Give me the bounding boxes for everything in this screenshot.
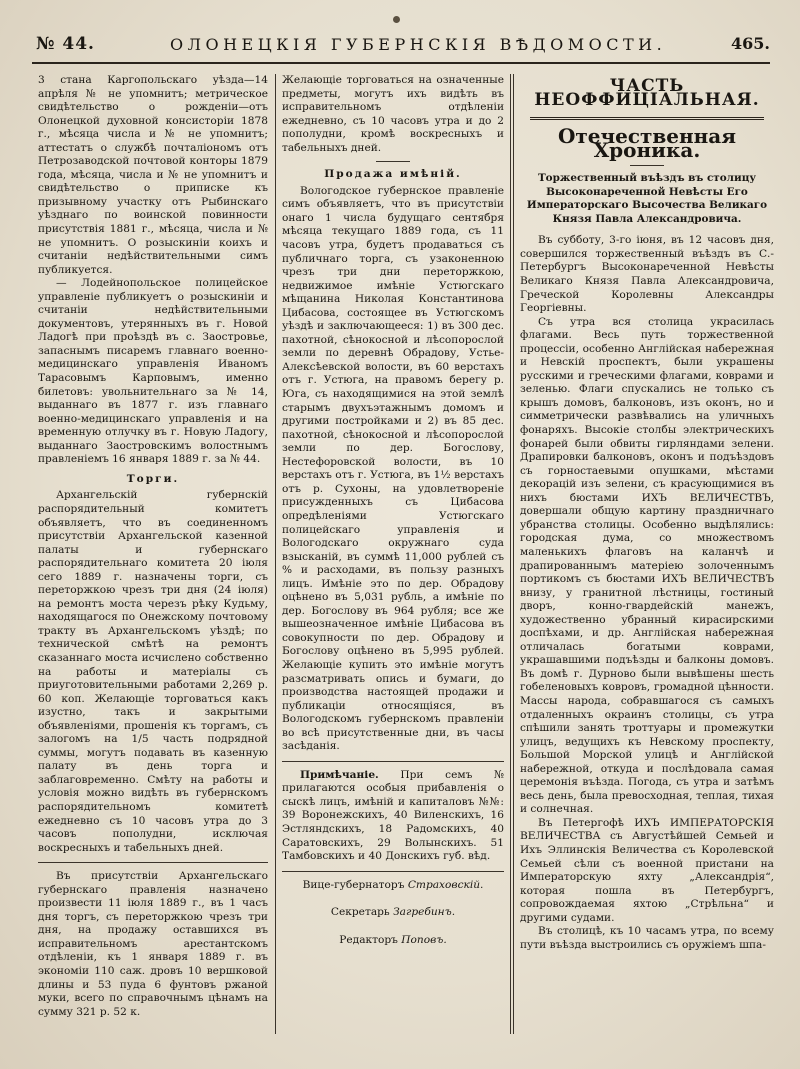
ink-dot [393, 16, 400, 23]
section-heading-sale: Продажа имѣній. [324, 168, 462, 181]
signature-name: Поповъ. [401, 933, 447, 946]
article-paragraph: Въ столицѣ, къ 10 часамъ утра, по всему пути въѣзда выстроились съ оружіемъ шпа- [520, 925, 774, 951]
note-label: Примѣчаніе. [300, 768, 379, 781]
separator [630, 165, 664, 166]
column-divider [510, 74, 511, 1034]
signature-name: Загребинъ. [393, 906, 456, 919]
issue-number: № 44. [36, 34, 95, 54]
separator [282, 871, 504, 872]
column-2 [282, 74, 504, 961]
notice-paragraph: Архангельскій губернскій распорядительный комитетъ объявляетъ, что въ соединенномъ присутствіи Архангельской казенной палаты и губернскаго распорядительнаго комитета 20 іюля сего 1889 г. назначены торги, съ переторжкою чрезъ три дня (24 іюля) на ремонтъ моста черезъ рѣку Кудьму, находящагося по Онежскому почтовому тракту въ Архангельскомъ уѣздѣ; по технической смѣтѣ на ремонтъ сказаннаго моста исчислено собственно на работы и матеріалы съ приуготовительными работами 2,269 р. 60 коп. Желающіе торговаться какъ изустно, такъ и закрытыми объявленіями, прошенія къ торгамъ, съ залогомъ на 1/5 часть подрядной суммы, могутъ подавать въ казенную палату въ день торга и заблаговременно. Смѣту на работы и условія можно видѣть въ губернскомъ распорядительномъ комитетѣ ежедневно съ 10 часовъ утра до 3 часовъ пополудни, исключая воскресныхъ и табельныхъ дней. [38, 489, 268, 854]
separator [38, 862, 268, 863]
separator [282, 761, 504, 762]
article-paragraph: Въ Петергофѣ ИХЪ ИМПЕРАТОРСКІЯ ВЕЛИЧЕСТВА съ Августѣйшей Семьей и Ихъ Эллинскія Величества съ Королевской Семьей сѣли съ военной пристани на Императорскую яхту „Александрія“, которая пошла въ Петербургъ, сопровождаемая яхтою „Стрѣльна“ и другими судами. [520, 816, 774, 924]
note-text: При семъ № прилагаются особыя прибавленія о сыскѣ лицъ, имѣній и капиталовъ №№: 39 Воронежскихъ, 40 Виленскихъ, 16 Эстляндскихъ, 18 Радомскихъ, 40 Саратовскихъ, 29 Волынскихъ. 51 Тамбовскихъ и 40 Донскихъ губ. вѣд. [282, 768, 504, 863]
signature-vice-governor [282, 879, 504, 893]
article-paragraph: Съ утра вся столица украсилась флагами. Весь путь торжественной процессіи, особенно Англійская набережная и Невскій проспектъ, были украшены русскими и греческими флагами, коврами и зеленью. Флаги спускались не только съ крышъ домовъ, балконовъ, изъ оконъ, но и симметрически развѣвались на уличныхъ фонаряхъ. Высокіе столбы электрическихъ фонарей были обвиты гирляндами зелени. Драпировки балконовъ, оконъ и подъѣздовъ съ горностаевыми опушками, мѣстами декорацій изъ зелени, съ красующимися въ нихъ бюстами ИХЪ ВЕЛИЧЕСТВЪ, довершали общую картину праздничнаго убранства столицы. Особенно выдѣлялись: городская дума, со множествомъ маленькихъ флаговъ на каланчѣ и драпированнымъ матеріею золоченнымъ портикомъ съ бюстами ИХЪ ВЕЛИЧЕСТВЪ внизу, у гранитной лѣстницы, гостиный дворъ, конно-гвардейскій манежъ, художественно убранный кирасирскими доспѣхами, и др. Англійская набережная отличалась богатыми коврами, украшавшими подъѣзды и балконы домовъ. Въ домѣ г. Дурново были вывѣшены шесть гобеленовыхъ ковровъ, громадной цѣнности. Массы народа, собравшагося съ самыхъ отдаленныхъ окраинъ столицы, съ утра спѣшили занять троттуары и промежутки улицъ, ведущихъ къ Невскому проспекту, Большой Морской улицѣ и Англійской набережной, откуда и послѣдовала самая церемонія въѣзда. Погода, съ утра и затѣмъ весь день, была превосходная, теплая, тихая и солнечная. [520, 315, 774, 816]
notice-paragraph: Вологодское губернское правленіе симъ объявляетъ, что въ присутствіи онаго 1 числа будущаго сентября мѣсяца текущаго 1889 года, съ 11 часовъ утра, будетъ продаваться съ публичнаго торга, съ узаконенною чрезъ три дни переторжкою, недвижимое имѣніе Устюгскаго мѣщанина Николая Константинова Цибасова, состоящее въ Устюгскомъ уѣздѣ и заключающееся: 1) въ 300 дес. пахотной, сѣнокосной и лѣсопорослой земли по деревнѣ Обрадову, Устье-Алексѣевской волости, въ 60 верстахъ отъ г. Устюга, на правомъ берегу р. Юга, съ находящимися на этой землѣ старымъ двухъэтажнымъ домомъ и другими постройками и 2) въ 85 дес. пахотной, сѣнокосной и лѣсопорослой земли по дер. Богослову, Нестефоровской волости, въ 10 верстахъ отъ г. Устюга, въ 1½ верстахъ отъ р. Сухоны, на удовлетвореніе присужденныхъ съ Цибасова опредѣленіями Устюгскаго полицейскаго управленія и Вологодскаго окружнаго суда взысканій, въ суммѣ 11,000 рублей съ % и расходами, въ пользу разныхъ лицъ. Имѣніе это по дер. Обрадову оцѣнено въ 5,031 рубль, а имѣніе по дер. Богослову въ 964 рубля; все же вышеозначенное имѣніе Цибасова въ совокупности по дер. Обрадову и Богослову оцѣнено въ 5,995 рублей. Желающіе купить это имѣніе могутъ разсматривать опись и бумаги, до производства настоящей продажи и публикаціи относящіяся, въ Вологодскомъ губернскомъ правленіи во всѣ присутственные дни, въ часы засѣданія. [282, 184, 504, 753]
part-heading: ЧАСТЬ НЕОФФИЦІАЛЬНАЯ. [534, 76, 760, 110]
separator [530, 117, 764, 120]
notice-paragraph: — Лодейнопольское полицейское управленіе публикуетъ о розыскиніи и считаніи недѣйствительными документовъ, утерянныхъ въ г. Новой Ладогѣ при проѣздѣ въ с. Заостровье, запаснымъ писаремъ главнаго военно-медицинскаго управленія Иваномъ Тарасовымъ Карповымъ, именно билетовъ: увольнительнаго за № 14, выданнаго въ 1877 г. изъ главнаго военно-медицинскаго управленія и на временную отлучку въ г. Новую Ладогу, выданнаго Заостровскимъ волостнымъ правленіемъ 16 января 1889 г. за № 44. [38, 277, 268, 466]
notice-paragraph: Въ присутствіи Архангельскаго губернскаго правленія назначено произвести 11 іюля 1889 г., въ 1 часъ дня торгъ, съ переторжкою чрезъ три дня, на продажу оставшихся въ исправительномъ арестантскомъ отдѣленіи, къ 1 января 1889 г. въ экономіи 110 саж. дровъ 10 вершковой длины и 53 пуда 6 фунтовъ ржаной муки, всего по справочнымъ цѣнамъ на сумму 321 р. 52 к. [38, 870, 268, 1018]
article-lead: Торжественный въѣздъ въ столицу Высоконареченной Невѣсты Его Императорскаго Высочества Великаго Князя Павла Александровича. [526, 172, 768, 225]
section-heading-torgi: Торги. [126, 472, 180, 485]
note-paragraph [282, 769, 504, 864]
signature-title: Секретарь [330, 906, 390, 919]
signature-editor [282, 934, 504, 948]
signature-title: Редакторъ [339, 933, 398, 946]
column-divider [513, 74, 514, 1034]
separator [376, 161, 410, 162]
notice-paragraph: Желающіе торговаться на означенные предметы, могутъ ихъ видѣть въ исправительномъ отдѣленіи ежедневно, съ 10 часовъ утра и до 2 пополудни, кромѣ воскресныхъ и табельныхъ дней. [282, 74, 504, 154]
chronicle-heading: Отечественная Хроника. [557, 124, 737, 162]
notice-paragraph: 3 стана Каргопольскаго уѣзда—14 апрѣля № не упомнитъ; метрическое свидѣтельство о рожденіи—отъ Олонецкой духовной консисторіи 1878 г., мѣсяца числа и № не упомнитъ; аттестатъ о службѣ почталіономъ отъ Петрозаводской почтовой конторы 1879 года, мѣсяца, числа и № не упомнитъ и свидѣтельство о приписке къ призывному участку отъ Рыбинскаго уѣзднаго по воинской повинности присутствія 1881 г., мѣсяца, числа и № не упомнитъ. О розыскиніи коихъ и считаніи недѣйствительными симъ публикуется. [38, 74, 268, 276]
page-header [36, 34, 770, 60]
page-number: 465. [731, 34, 770, 53]
header-rule [32, 62, 770, 64]
column-divider [275, 74, 276, 1034]
column-3 [520, 74, 774, 952]
signature-title: Вице-губернаторъ [302, 878, 405, 891]
signature-name: Страховскій. [407, 878, 484, 891]
signature-secretary [282, 906, 504, 920]
column-1 [38, 74, 268, 1019]
article-paragraph: Въ субботу, 3-го іюня, въ 12 часовъ дня, совершился торжественный въѣздъ въ С.-Петербургъ Высоконареченной Невѣсты Великаго Князя Павла Александровича, Греческой Королевны Александры Георгіевны. [520, 234, 774, 315]
newspaper-title: ОЛОНЕЦКІЯ ГУБЕРНСКІЯ ВѢДОМОСТИ. [170, 35, 667, 54]
